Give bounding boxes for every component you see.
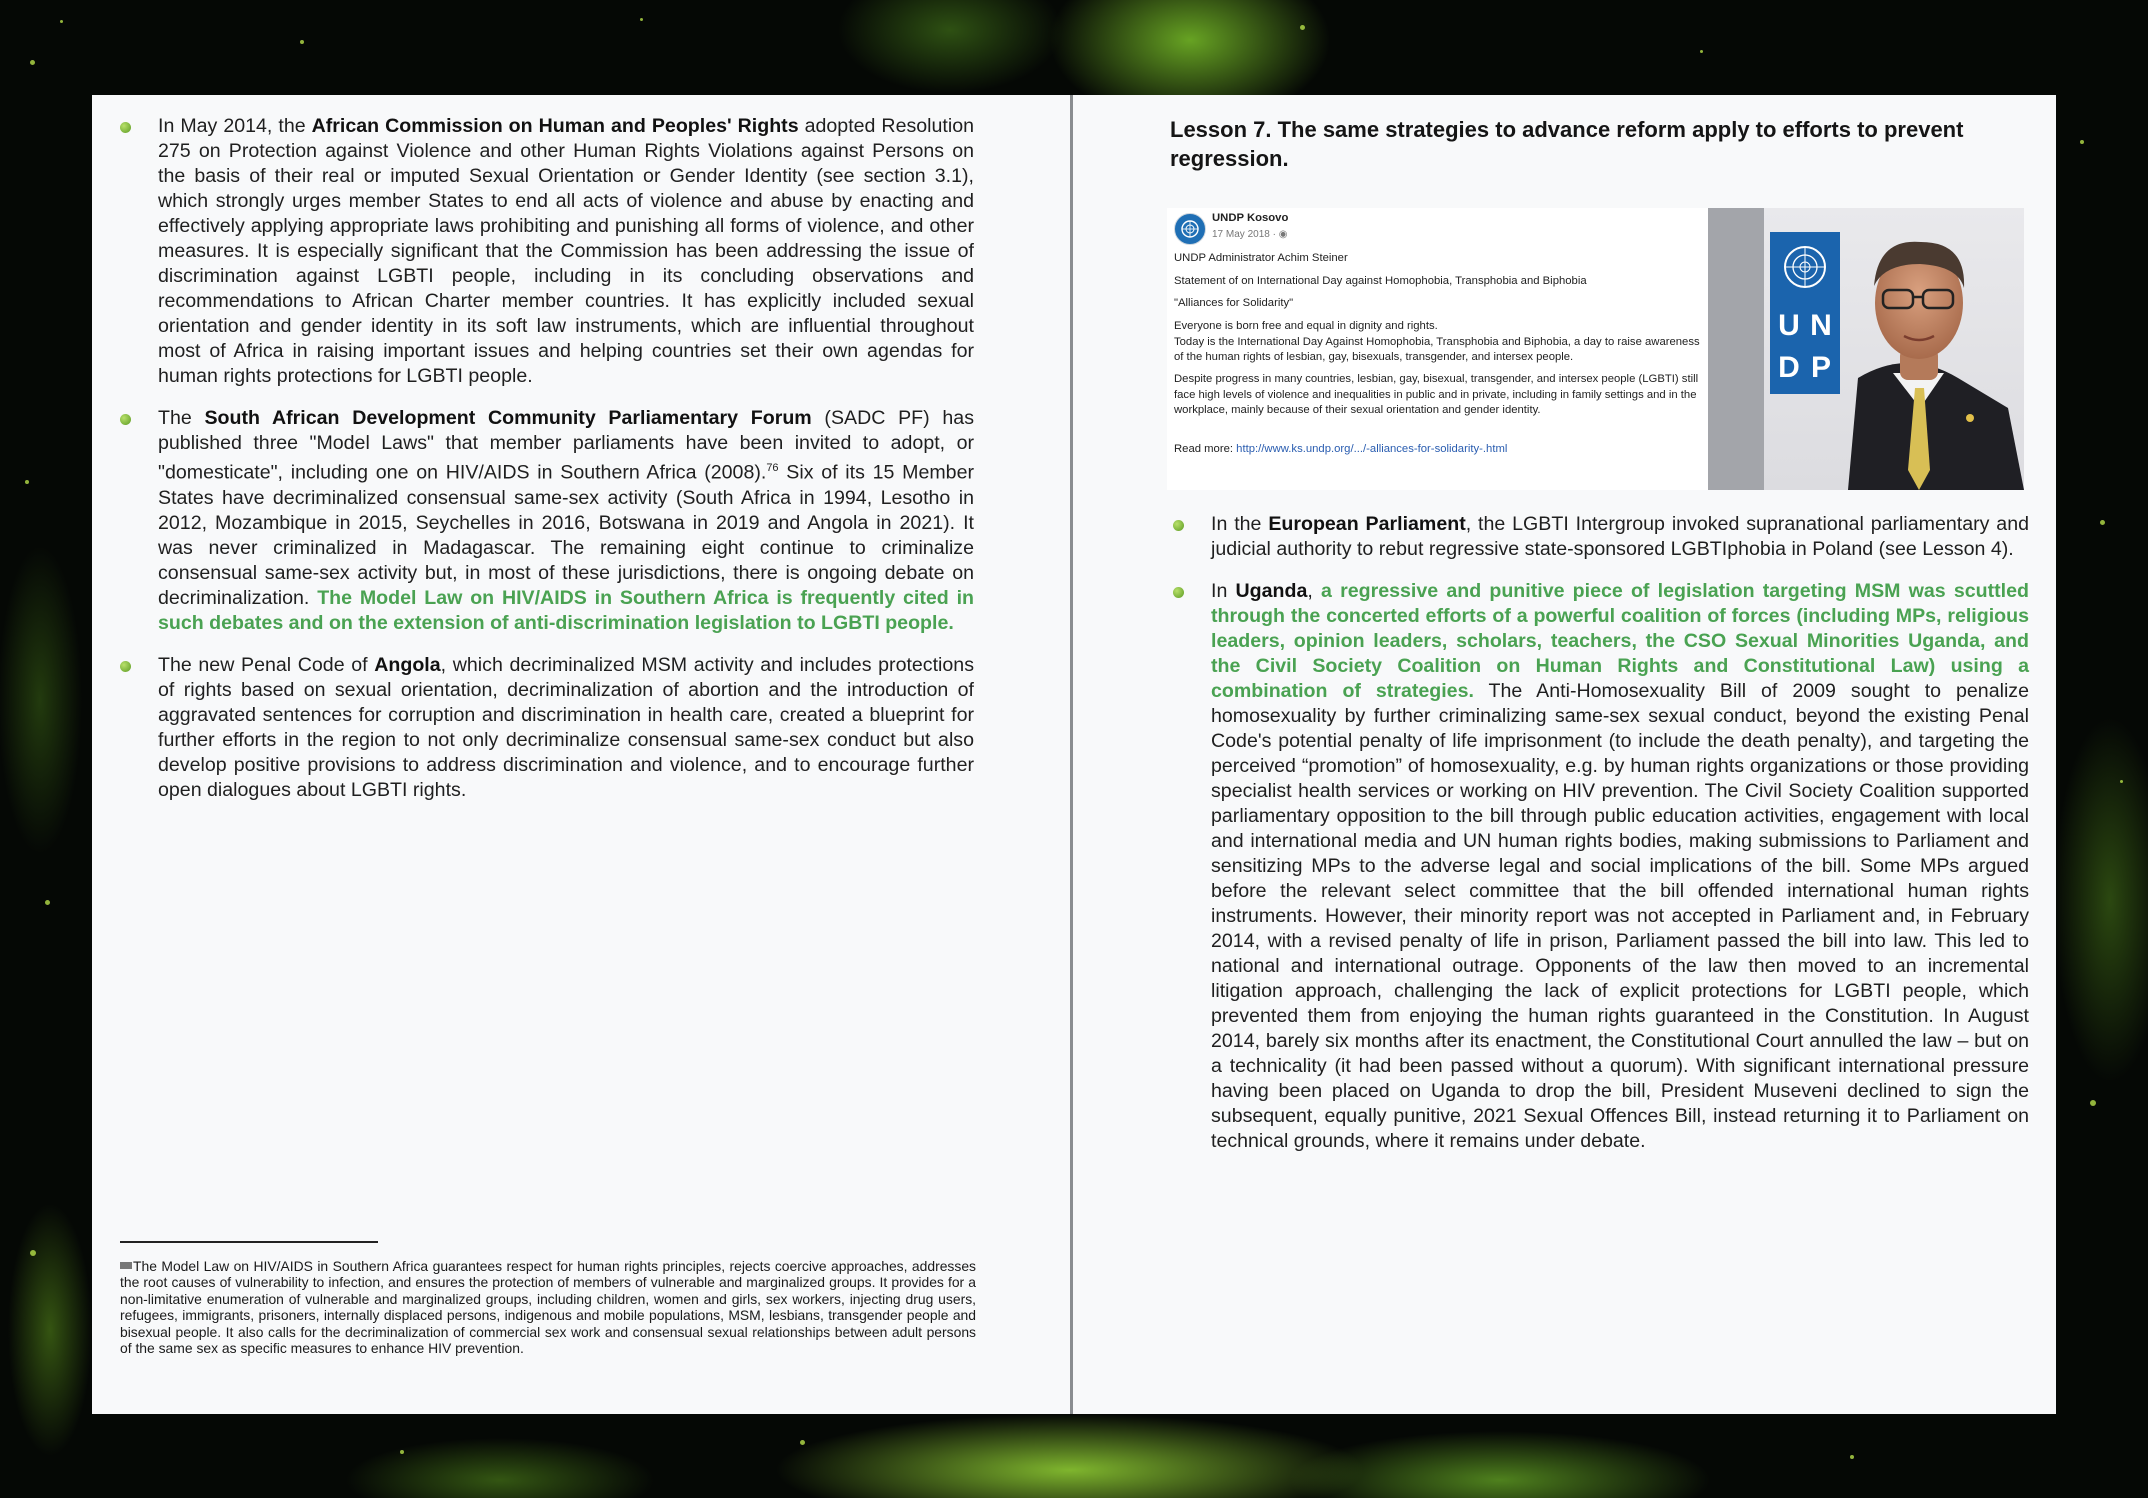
bold-term: Angola	[374, 653, 441, 676]
lesson-title: Lesson 7. The same strategies to advance reform apply to efforts to prevent regression.	[1170, 117, 1964, 171]
page-spine	[1070, 95, 1073, 1414]
post-paragraph-2: Despite progress in many countries, lesbian, gay, bisexual, transgender, and intersex people (LGBTI) still face high levels of violence and inequalities in public and in private, including in family settings and in the workplace, mainly because of their sexual orientation and gender identity.	[1174, 373, 1699, 416]
undp-letter: P	[1810, 351, 1831, 384]
post-link[interactable]: http://www.ks.undp.org/.../-alliances-for-solidarity-.html	[1236, 443, 1508, 455]
footnote-divider	[120, 1241, 378, 1243]
bullet-dot-icon	[1173, 587, 1184, 598]
post-date: 17 May 2018 · ◉	[1212, 229, 1288, 240]
bullet-uganda: In Uganda, a regressive and punitive piece of legislation targeting MSM was scuttled through the concerted efforts of a powerful coalition of forces (including MPs, religious leaders, opinion leaders, scholars, teachers, the CSO Sexual Minorities Uganda, and the Civil Society Coalition on Human Rights and Constitutional Law) using a combination of strategies. The Anti-Homosexuality Bill of 2009 sought to penalize homosexuality by further criminalizing same-sex sexual conduct, beyond the existing Penal Code's potential penalty of life imprisonment (to include the death penalty), and targeting the perceived “promotion” of homosexuality, e.g. by human rights organizations or those providing specialist health services or working on HIV prevention. The Civil Society Coalition supported parliamentary opposition to the bill through public education activities, engagement with local and international media and UN human rights bodies, making submissions to Parliament and sensitizing MPs to the adverse legal and social implications of the bill. Some MPs argued before the relevant select committee that the bill offended international human rights instruments. However, their minority report was not accepted in Parliament and, in February 2014, with a revised penalty of life in prison, Parliament passed the bill into law. This led to national and international outrage. Opponents of the law then moved to an incremental litigation approach, challenging the lack of explicit protections for LGBTI people, which prevented them from enjoying the human rights guaranteed in the Constitution. In August 2014, barely six months after its enactment, the Constitutional Court annulled the law – but on a technicality (it had been passed without a quorum). With significant international pressure having been placed on Uganda to drop the bill, President Museveni declined to sign the subsequent, equally punitive, 2021 Sexual Offences Bill, instead returning it to Parliament on technical grounds, where it remains under debate.	[1211, 579, 2029, 1154]
bold-term: European Parliament	[1268, 513, 1466, 535]
person-portrait-icon	[1708, 208, 2024, 490]
bold-term: South African Development Community Parliamentary Forum	[204, 407, 812, 429]
bullet-dot-icon	[120, 414, 131, 425]
right-bullet-list	[1211, 512, 2029, 1171]
post-paragraph-1: Everyone is born free and equal in dignity and rights. Today is the International Day Against Homophobia, Transphobia and Biphobia, a day to raise awareness of the human rights of lesbian, gay, bisexuals, transgender, and intersex people.	[1174, 320, 1700, 363]
footnote-marker-icon	[120, 1262, 132, 1269]
un-emblem-icon	[1179, 218, 1201, 240]
post-read-more: Read more: http://www.ks.undp.org/.../-alliances-for-solidarity-.html	[1174, 443, 1508, 455]
undp-letter: U	[1778, 309, 1800, 342]
undp-avatar	[1174, 213, 1206, 245]
highlighted-text: The Model Law on HIV/AIDS in Southern Africa is frequently cited in such debates and on the extension of anti-discrimination legislation to LGBTI people.	[158, 586, 974, 634]
bullet-sadc-pf: The South African Development Community Parliamentary Forum (SADC PF) has published three "Model Laws" that member parliaments have been invited to adopt, or "domesticate", including one on HIV/AIDS in Southern Africa (2008).$^{76}$ Six of its 15 Member States have decriminalized consensual same-sex activity (South Africa in 1994, Lesotho in 2012, Mozambique in 2015, Seychelles in 2016, Botswana in 2019 and Angola in 2021). It was never criminalized in Madagascar. The remaining eight continue to criminalize consensual same-sex activity but, in most of these jurisdictions, there is ongoing debate on decriminalization. The Model Law on HIV/AIDS in Southern Africa is frequently cited in such debates and on the extension of anti-discrimination legislation to LGBTI people.	[158, 406, 974, 636]
bullet-angola: The new Penal Code of Angola, which decriminalized MSM activity and includes protections of rights based on sexual orientation, decriminalization of abortion and the introduction of aggravated sentences for corruption and discrimination in health care, created a blueprint for further efforts in the region to not only decriminalize consensual same-sex conduct but also develop positive provisions to address discrimination and violence, and to encourage further open dialogues about LGBTI rights.	[158, 653, 974, 803]
bold-term: African Commission on Human and Peoples' Rights	[311, 115, 799, 137]
footnote: The Model Law on HIV/AIDS in Southern Africa guarantees respect for human rights principles, rejects coercive approaches, addresses the root causes of vulnerability to infection, and ensures the protection of members of vulnerable and marginalized groups. It provides for a non-limitative enumeration of vulnerable and marginalized groups, including children, women and girls, sex workers, injecting drug users, refugees, immigrants, prisoners, internally displaced persons, indigenous and mobile populations, MSM, lesbians, transgender people and bisexual people. It also calls for the decriminalization of commercial sex work and consensual sexual relationships between adult persons of the same sex as specific measures to enhance HIV prevention.	[120, 1258, 976, 1357]
left-bullet-list	[158, 114, 974, 820]
post-author[interactable]: UNDP Kosovo	[1212, 212, 1289, 224]
undp-letter: D	[1778, 351, 1800, 384]
undp-letter: N	[1810, 309, 1832, 342]
post-line-3: "Alliances for Solidarity"	[1174, 297, 1294, 309]
bullet-dot-icon	[1173, 520, 1184, 531]
post-line-2: Statement of on International Day against Homophobia, Transphobia and Biphobia	[1174, 275, 1587, 287]
bold-term: Uganda	[1235, 580, 1308, 602]
bullet-dot-icon	[120, 661, 131, 672]
facebook-post-screenshot	[1167, 208, 2024, 490]
speaker-photo	[1708, 208, 2024, 490]
bullet-european-parliament: In the European Parliament, the LGBTI Intergroup invoked supranational parliamentary and judicial authority to rebut regressive state-sponsored LGBTIphobia in Poland (see Lesson 4).	[1211, 512, 2029, 562]
bullet-african-commission: In May 2014, the African Commission on Human and Peoples' Rights adopted Resolution 275 on Protection against Violence and other Human Rights Violations against Persons on the basis of their real or imputed Sexual Orientation or Gender Identity (see section 3.1), which strongly urges member States to end all acts of violence and abuse by enacting and effectively applying appropriate laws prohibiting and punishing all forms of violence, and other measures. It is especially significant that the Commission has been addressing the issue of discrimination against LGBTI people, including in its concluding observations and recommendations to African Charter member countries. It has explicitly included sexual orientation and gender identity in its soft law instruments, which are influential throughout most of Africa in raising important issues and helping countries set their own agendas for human rights protections for LGBTI people.	[158, 114, 974, 389]
highlighted-text: a regressive and punitive piece of legislation targeting MSM was scuttled through the concerted efforts of a powerful coalition of forces (including MPs, religious leaders, opinion leaders, scholars, teachers, the CSO Sexual Minorities Uganda, and the Civil Society Coalition on Human Rights and Constitutional Law) using a combination of strategies.	[1211, 580, 2029, 702]
footnote-ref[interactable]: 76	[766, 462, 779, 474]
post-line-1: UNDP Administrator Achim Steiner	[1174, 252, 1348, 264]
bullet-dot-icon	[120, 122, 131, 133]
